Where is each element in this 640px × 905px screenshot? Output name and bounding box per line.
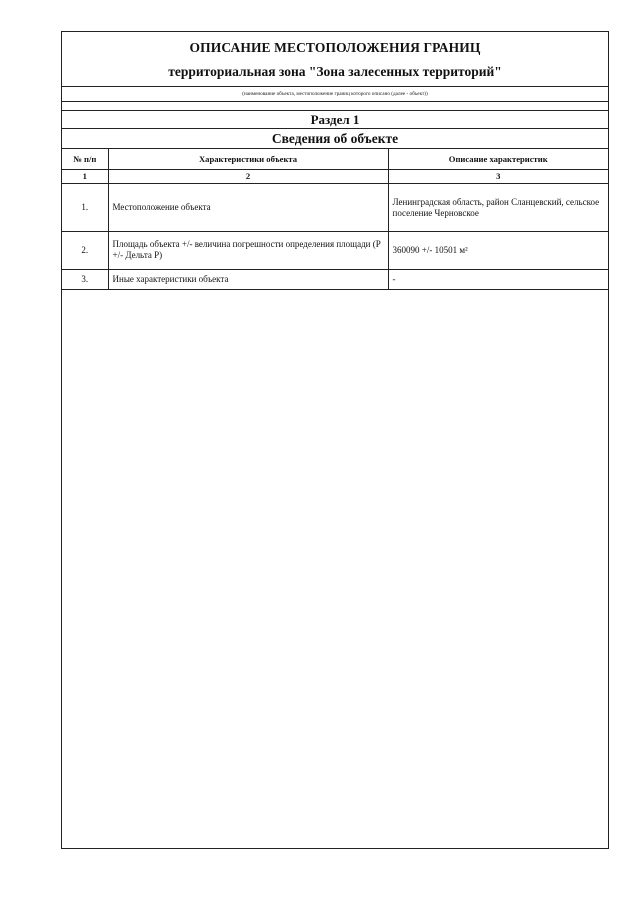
header-description: Описание характеристик [388,149,608,169]
column-number: 2 [108,169,388,183]
table-row [62,183,608,231]
document-title: ОПИСАНИЕ МЕСТОПОЛОЖЕНИЯ ГРАНИЦ [189,40,481,55]
header-number: № п/п [62,149,108,169]
column-number: 1 [62,169,108,183]
document-frame [61,31,609,849]
title-block [62,32,608,87]
row-characteristic: Иные характеристики объекта [108,269,388,289]
section-title: Сведения об объекте [62,129,608,149]
row-description: 360090 +/- 10501 м² [388,231,608,269]
section-heading: Раздел 1 [62,111,608,129]
object-info-table [62,149,608,290]
row-number: 2. [62,231,108,269]
table-row [62,231,608,269]
column-number: 3 [388,169,608,183]
spacer-row [62,102,608,111]
row-characteristic: Местоположение объекта [108,183,388,231]
table-header-row [62,149,608,169]
header-characteristic: Характеристики объекта [108,149,388,169]
row-description: - [388,269,608,289]
row-number: 1. [62,183,108,231]
document-subtitle: территориальная зона "Зона залесенных территорий" [168,64,502,79]
column-number-row [62,169,608,183]
table-row [62,269,608,289]
row-description: Ленинградская область, район Сланцевский, сельское поселение Черновское [388,183,608,231]
object-caption: (наименование объекта, местоположение границ которого описано (далее - объект)) [62,87,608,102]
row-number: 3. [62,269,108,289]
row-characteristic: Площадь объекта +/- величина погрешности определения площади (Р +/- Дельта Р) [108,231,388,269]
